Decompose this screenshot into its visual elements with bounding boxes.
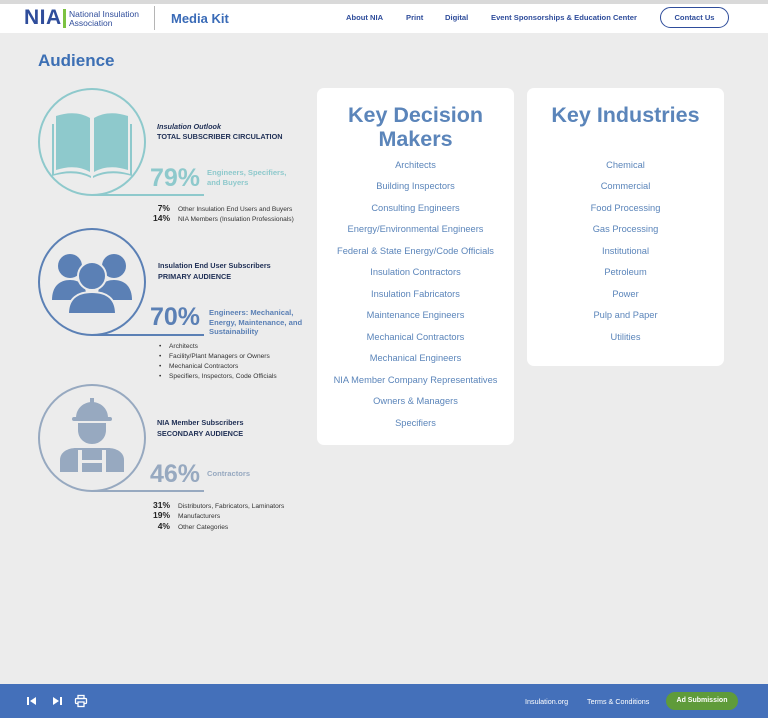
list-item: Institutional <box>601 246 650 256</box>
nav-about[interactable]: About NIA <box>346 13 384 22</box>
block2-line2: PRIMARY AUDIENCE <box>158 272 232 281</box>
block1-percent: 79% <box>150 164 201 192</box>
decision-makers-title-line1: Key Decision <box>347 103 484 127</box>
block3-percent-label: Contractors <box>207 469 251 478</box>
media-kit-title: Media Kit <box>171 11 229 26</box>
logo-accent-bar <box>63 9 66 28</box>
secondary-circle <box>38 384 146 492</box>
list-item: Petroleum <box>604 267 647 277</box>
users-group-icon <box>40 230 144 334</box>
print-icon[interactable] <box>74 694 88 708</box>
audience-title: Audience <box>38 51 115 70</box>
skip-forward-icon[interactable] <box>50 694 64 708</box>
primary-underline <box>92 334 204 336</box>
block3-percent: 46% <box>150 460 201 488</box>
industries-title: Key Industries <box>551 103 700 127</box>
primary-circle <box>38 228 146 336</box>
list-item: Mechanical Engineers <box>369 353 462 363</box>
list-item: • Architects <box>159 342 277 352</box>
list-item: Mechanical Contractors <box>366 332 465 342</box>
list-item: Pulp and Paper <box>593 310 658 320</box>
list-item: Power <box>612 289 639 299</box>
nav-print[interactable]: Print <box>406 13 424 22</box>
decision-makers-card <box>317 88 514 445</box>
nav-events[interactable]: Event Sponsorships & Education Center <box>491 13 637 22</box>
footer-link-insulation[interactable]: Insulation.org <box>525 697 569 706</box>
footer-bar <box>0 684 768 718</box>
block1-line2: TOTAL SUBSCRIBER CIRCULATION <box>157 132 283 141</box>
list-item: NIA Member Company Representatives <box>333 375 498 385</box>
block2-percent: 70% <box>150 303 201 331</box>
site-header <box>0 4 768 33</box>
secondary-underline <box>92 490 204 492</box>
list-item: Building Inspectors <box>376 181 455 191</box>
header-divider <box>154 6 155 30</box>
block3-stat: 4% Other Categories <box>157 521 229 531</box>
contact-button[interactable]: Contact Us <box>660 7 729 28</box>
list-item: Federal & State Energy/Code Officials <box>337 246 494 256</box>
block2-percent-label: Engineers: Mechanical, Energy, Maintenance, and Sustainability <box>209 308 303 336</box>
skip-back-icon[interactable] <box>25 694 39 708</box>
block1-line1: Insulation Outlook <box>157 122 222 131</box>
list-item: Commercial <box>600 181 651 191</box>
list-item: Specifiers <box>395 418 436 428</box>
worker-icon <box>40 386 144 490</box>
block1-stat: 14% NIA Members (Insulation Professionals) <box>152 213 294 223</box>
list-item: Consulting Engineers <box>371 203 460 213</box>
block3-line2: SECONDARY AUDIENCE <box>157 429 244 438</box>
block1-percent-label: Engineers, Specifiers, and Buyers <box>207 168 287 187</box>
industries-card <box>527 88 724 366</box>
logo-mark[interactable]: NIA <box>24 6 62 29</box>
circulation-circle <box>38 88 146 196</box>
list-item: Food Processing <box>590 203 661 213</box>
list-item: • Facility/Plant Managers or Owners <box>159 352 277 362</box>
list-item: Insulation Fabricators <box>371 289 460 299</box>
list-item: Utilities <box>610 332 641 342</box>
ad-submission-button[interactable]: Ad Submission <box>666 692 738 710</box>
list-item: Owners & Managers <box>373 396 458 406</box>
circulation-underline <box>92 194 204 196</box>
primary-bullet-list <box>159 342 277 382</box>
list-item: Gas Processing <box>592 224 659 234</box>
block3-line1: NIA Member Subscribers <box>157 418 244 427</box>
list-item: • Mechanical Contractors <box>159 362 277 372</box>
list-item: Maintenance Engineers <box>366 310 465 320</box>
block3-stat: 31% Distributors, Fabricators, Laminators <box>152 500 285 510</box>
book-icon <box>40 90 144 194</box>
list-item: Chemical <box>606 160 645 170</box>
decision-makers-title-line2: Makers <box>378 127 453 151</box>
list-item: Insulation Contractors <box>370 267 461 277</box>
footer-link-terms[interactable]: Terms & Conditions <box>587 697 650 706</box>
block1-stat: 7% Other Insulation End Users and Buyers <box>157 203 293 213</box>
nav-digital[interactable]: Digital <box>445 13 469 22</box>
list-item: Energy/Environmental Engineers <box>347 224 484 234</box>
block2-line1: Insulation End User Subscribers <box>158 261 271 270</box>
list-item: • Specifiers, Inspectors, Code Officials <box>159 372 277 382</box>
logo-text[interactable]: National Insulation Association <box>69 9 139 28</box>
block3-stat: 19% Manufacturers <box>152 510 221 520</box>
list-item: Architects <box>395 160 436 170</box>
